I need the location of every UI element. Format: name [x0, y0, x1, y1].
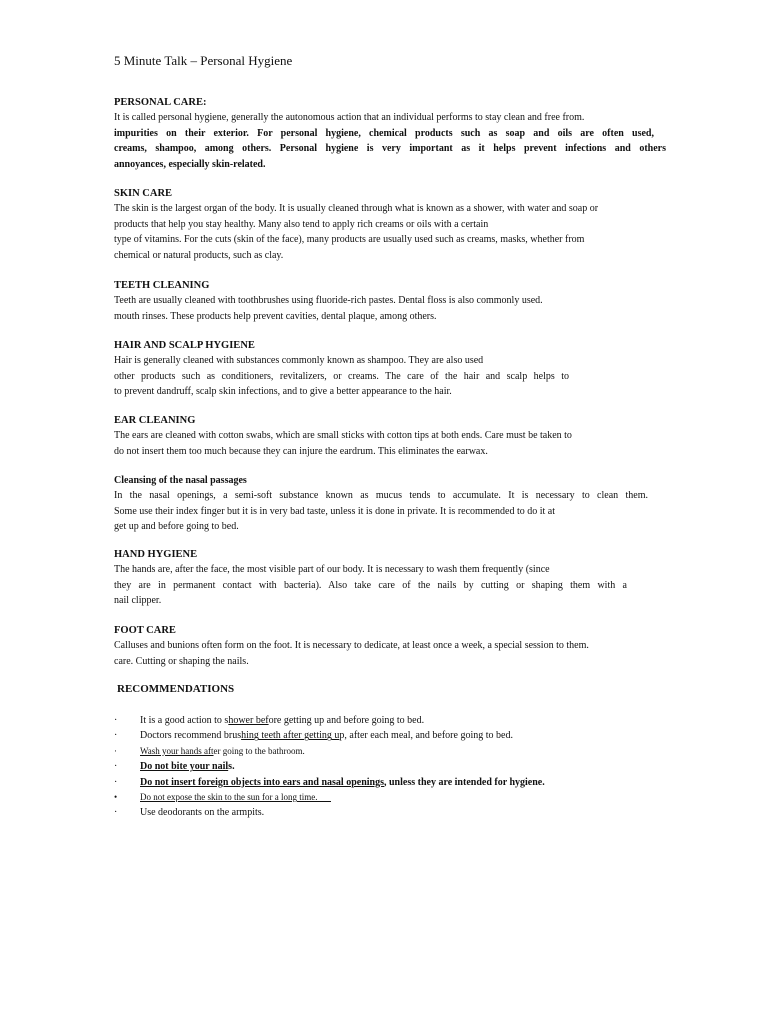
section-heading: PERSONAL CARE:	[114, 97, 207, 108]
paragraph-line: do not insert them too much because they can injure the eardrum. This eliminates the earwax.	[114, 445, 488, 457]
section-heading: HAIR AND SCALP HYGIENE	[114, 340, 255, 351]
section-foot-care	[114, 623, 654, 669]
paragraph-line: Teeth are usually cleaned with toothbrushes using fluoride-rich pastes. Dental floss is also commonly used.	[114, 295, 543, 307]
paragraph-line: to prevent dandruff, scalp skin infections, and to give a better appearance to the hair.	[114, 386, 452, 398]
recommendations-heading: RECOMMENDATIONS	[117, 683, 235, 695]
paragraph-line: Calluses and bunions often form on the foot. It is necessary to dedicate, at least once a week, a special session to them.	[114, 640, 589, 652]
paragraph-line: impurities on their exterior. For personal hygiene, chemical products such as soap and oils are often used,	[114, 127, 654, 139]
recommendations-list	[114, 713, 654, 821]
section-heading: Cleansing of the nasal passages	[114, 475, 247, 486]
section-heading: TEETH CLEANING	[114, 280, 210, 291]
section-skin-care	[114, 186, 654, 263]
paragraph-line: mouth rinses. These products help prevent cavities, dental plaque, among others.	[114, 310, 437, 322]
bullet-marker: ·	[114, 807, 118, 819]
paragraph-line: get up and before going to bed.	[114, 521, 239, 533]
paragraph-line: Hair is generally cleaned with substances commonly known as shampoo. They are also used	[114, 355, 484, 367]
section-ear-cleaning	[114, 413, 654, 459]
list-item: • Do not expose the skin to the sun for a long time.	[114, 790, 654, 805]
paragraph-line: Some use their index finger but it is in very bad taste, unless it is done in private. It is recommended to do it at	[114, 505, 556, 517]
document-title: 5 Minute Talk – Personal Hygiene	[114, 53, 293, 68]
paragraph-line: The skin is the largest organ of the body. It is usually cleaned through what is known as a shower, with water and soap or	[114, 203, 599, 215]
list-item: · It is a good action to s hower bef ore getting up and before going to bed.	[114, 713, 654, 728]
paragraph-line: products that help you stay healthy. Many also tend to apply rich creams or oils with a certain	[114, 218, 489, 230]
paragraph-line: chemical or natural products, such as clay.	[114, 249, 284, 261]
section-nasal-passages	[114, 473, 654, 535]
paragraph-line: creams, shampoo, among others. Personal hygiene is very important as it helps prevent infections and others	[114, 143, 666, 155]
bullet-marker: ·	[114, 761, 118, 773]
paragraph-line: they are in permanent contact with bacteria). Also take care of the nails by cutting or shaping them with a	[114, 579, 627, 591]
paragraph-line: nail clipper.	[114, 595, 162, 607]
section-heading: EAR CLEANING	[114, 415, 196, 426]
section-heading: HAND HYGIENE	[114, 549, 198, 560]
bullet-marker: ·	[114, 776, 118, 788]
bullet-marker: ·	[114, 730, 118, 742]
section-personal-care	[114, 95, 666, 172]
paragraph-line: other products such as conditioners, revitalizers, or creams. The care of the hair and scalp helps to	[114, 370, 569, 382]
list-item: · Do not insert foreign objects into ears and nasal openings , unless they are intended for hygiene.	[114, 775, 654, 790]
section-heading: FOOT CARE	[114, 625, 176, 636]
section-hair-scalp	[114, 338, 654, 400]
paragraph-line: type of vitamins. For the cuts (skin of the face), many products are usually used such as creams, masks, whether from	[114, 234, 585, 246]
section-heading: SKIN CARE	[114, 188, 173, 199]
paragraph-line: It is called personal hygiene, generally the autonomous action that an individual performs to stay clean and free from.	[114, 112, 585, 124]
list-item: · Doctors recommend brus hing teeth after getting u p, after each meal, and before going to bed.	[114, 728, 654, 743]
bullet-marker: •	[114, 792, 118, 803]
section-hand-hygiene	[114, 547, 654, 609]
bullet-marker: ·	[114, 745, 117, 756]
section-teeth-cleaning	[114, 278, 654, 324]
paragraph-line: The ears are cleaned with cotton swabs, which are small sticks with cotton tips at both ends. Care must be taken to	[114, 430, 572, 442]
list-item: · Do not bite your nail s.	[114, 759, 654, 774]
paragraph-line: The hands are, after the face, the most visible part of our body. It is necessary to wash them frequently (since	[114, 564, 550, 576]
paragraph-line: annoyances, especially skin-related.	[114, 158, 266, 170]
paragraph-line: In the nasal openings, a semi-soft substance known as mucus tends to accumulate. It is necessary to clean them.	[114, 490, 648, 502]
paragraph-line: care. Cutting or shaping the nails.	[114, 655, 249, 667]
bullet-marker: ·	[114, 715, 118, 726]
list-item: · Use deodorants on the armpits.	[114, 805, 654, 820]
list-item: · Wash your hands aft er going to the bathroom.	[114, 744, 654, 759]
